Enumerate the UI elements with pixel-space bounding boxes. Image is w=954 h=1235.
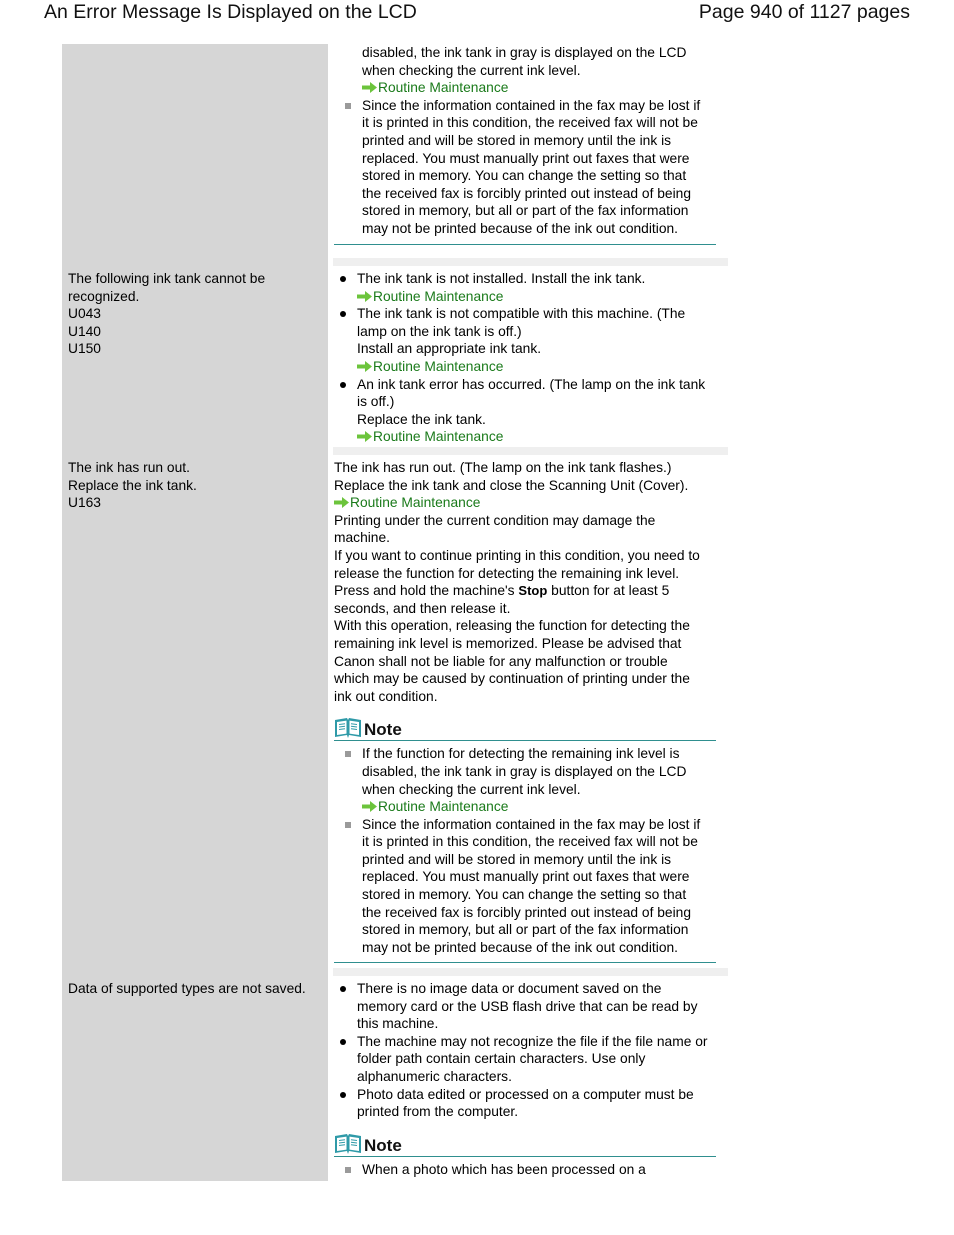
note-item-line: Since the information contained in the fax may be lost if (362, 97, 701, 113)
list-item (334, 1033, 722, 1086)
note-header (334, 717, 716, 741)
routine-maintenance-link[interactable]: Routine Maintenance (334, 494, 722, 512)
note-item-line: When a photo which has been processed on a (362, 1161, 646, 1177)
row-separator (62, 447, 728, 455)
remedy-text: ink out condition. (334, 688, 438, 704)
remedy-text: The ink has run out. (The lamp on the ink tank flashes.) (334, 460, 672, 475)
row-separator (62, 258, 728, 266)
note-item-line: disabled, the ink tank in gray is displayed on the LCD (362, 45, 687, 60)
message-cell (62, 455, 328, 968)
note-item-line: may not be printed because of the ink out condition. (362, 939, 679, 955)
routine-maintenance-link[interactable]: Routine Maintenance (362, 79, 722, 97)
note-title: Note (364, 720, 402, 740)
routine-maintenance-link[interactable]: Routine Maintenance (357, 428, 722, 446)
note-item-line: replaced. You must manually print out faxes that were (362, 869, 690, 885)
remedy-text: release the function for detecting the remaining ink level. (334, 565, 680, 581)
note-list (334, 1157, 722, 1179)
note-item-line: stored in memory, but all or part of the fax information (362, 922, 689, 938)
arrow-right-icon (334, 497, 349, 508)
note-item-line: it is printed in this condition, the received fax will not be (362, 115, 698, 131)
remedy-cell (333, 44, 728, 258)
note-item-line: If the function for detecting the remaining ink level is (362, 746, 680, 762)
list-item-line: Install an appropriate ink tank. (357, 341, 542, 357)
note-item-line: Since the information contained in the fax may be lost if (362, 816, 701, 832)
list-item-line: memory card or the USB flash drive that can be read by (357, 998, 698, 1014)
arrow-right-icon (357, 361, 372, 372)
remedy-text: which may be caused by continuation of printing under the (334, 671, 690, 687)
note-item-line: printed and will be stored in memory until the ink is (362, 132, 672, 148)
note-item-line: stored in memory, but all or part of the fax information (362, 203, 689, 219)
row-separator (62, 968, 728, 976)
note-item-line: may not be printed because of the ink out condition. (362, 220, 679, 236)
note-divider (334, 962, 716, 963)
arrow-right-icon (362, 82, 377, 93)
list-item (334, 270, 722, 305)
note-item (334, 745, 722, 815)
note-item-line: it is printed in this condition, the received fax will not be (362, 834, 698, 850)
note-item-line: replaced. You must manually print out faxes that were (362, 150, 690, 166)
message-cell (62, 976, 328, 1181)
message-cell (62, 266, 328, 447)
page-title: An Error Message Is Displayed on the LCD (44, 1, 417, 23)
remedy-text: Canon shall not be liable for any malfunction or trouble (334, 653, 668, 669)
routine-maintenance-link[interactable]: Routine Maintenance (357, 358, 722, 376)
error-code: U043 (68, 306, 101, 322)
error-code: U150 (68, 341, 101, 357)
remedy-text: If you want to continue printing in this condition, you need to (334, 547, 700, 563)
note-list (334, 741, 722, 956)
message-line: Data of supported types are not saved. (68, 981, 306, 996)
list-item-line: Replace the ink tank. (357, 411, 486, 427)
routine-maintenance-link[interactable]: Routine Maintenance (357, 288, 722, 306)
note-item-line: disabled, the ink tank in gray is displayed on the LCD (362, 763, 687, 779)
message-line: The ink has run out. (68, 460, 190, 475)
list-item-line: Photo data edited or processed on a computer must be (357, 1086, 694, 1102)
note-item-line: when checking the current ink level. (362, 781, 581, 797)
note-item-line: the received fax is forcibly printed out instead of being (362, 185, 692, 201)
routine-maintenance-link[interactable]: Routine Maintenance (362, 798, 722, 816)
list-item (334, 376, 722, 446)
remedy-cell (333, 976, 728, 1181)
list-item-line: is off.) (357, 394, 395, 410)
remedy-text: Replace the ink tank and close the Scanning Unit (Cover). (334, 477, 689, 493)
list-item-line: this machine. (357, 1016, 439, 1032)
remedy-text-part: Press and hold the machine's (334, 583, 515, 599)
note-item-line: when checking the current ink level. (362, 62, 581, 78)
note-item-line: the received fax is forcibly printed out instead of being (362, 904, 692, 920)
list-item-line: An ink tank error has occurred. (The lamp on the ink tank (357, 376, 706, 392)
note-title: Note (364, 1135, 402, 1155)
note-item (334, 44, 722, 97)
list-item-line: folder path contain certain characters. Use only (357, 1051, 646, 1067)
arrow-right-icon (357, 431, 372, 442)
remedy-text: seconds, and then release it. (334, 600, 511, 616)
list-item (334, 980, 722, 1033)
note-header (334, 1133, 716, 1157)
list-item-line: alphanumeric characters. (357, 1068, 512, 1084)
message-cell (62, 44, 328, 258)
note-book-icon (334, 1133, 362, 1155)
list-item-line: There is no image data or document saved on the (357, 981, 662, 996)
note-item-line: stored in memory. You can change the setting so that (362, 168, 687, 184)
remedy-text: With this operation, releasing the function for detecting the (334, 618, 690, 634)
note-item-line: printed and will be stored in memory until the ink is (362, 851, 672, 867)
note-divider (334, 244, 716, 245)
message-line: recognized. (68, 288, 140, 304)
remedy-cell (333, 455, 728, 968)
error-table (62, 44, 728, 1181)
error-code: U163 (68, 495, 101, 511)
remedy-text: Printing under the current condition may damage the (334, 512, 656, 528)
list-item (334, 305, 722, 375)
message-line: Replace the ink tank. (68, 477, 197, 493)
note-book-icon (334, 717, 362, 739)
list-item-line: printed from the computer. (357, 1104, 519, 1120)
table-row (62, 976, 728, 1181)
note-item-line: stored in memory. You can change the setting so that (362, 887, 687, 903)
stop-button-label: Stop (518, 583, 548, 599)
page-number: Page 940 of 1127 pages (698, 1, 910, 23)
note-item (334, 1161, 722, 1179)
arrow-right-icon (357, 291, 372, 302)
message-line: The following ink tank cannot be (68, 271, 266, 286)
table-row (62, 455, 728, 968)
remedy-cell (333, 266, 728, 447)
arrow-right-icon (362, 801, 377, 812)
note-item (334, 816, 722, 957)
note-item (334, 97, 722, 238)
error-code: U140 (68, 323, 101, 339)
table-row (62, 266, 728, 447)
remedy-text: remaining ink level is memorized. Please be advised that (334, 635, 682, 651)
list-item (334, 1086, 722, 1121)
list-item-line: The machine may not recognize the file if the file name or (357, 1033, 708, 1049)
remedy-text: machine. (334, 530, 390, 546)
list-item-line: The ink tank is not installed. Install the ink tank. (357, 271, 646, 286)
list-item-line: The ink tank is not compatible with this machine. (The (357, 306, 686, 322)
remedy-text (334, 582, 722, 600)
table-row (62, 44, 728, 258)
list-item-line: lamp on the ink tank is off.) (357, 323, 522, 339)
remedy-text-part: button for at least 5 (551, 583, 670, 599)
